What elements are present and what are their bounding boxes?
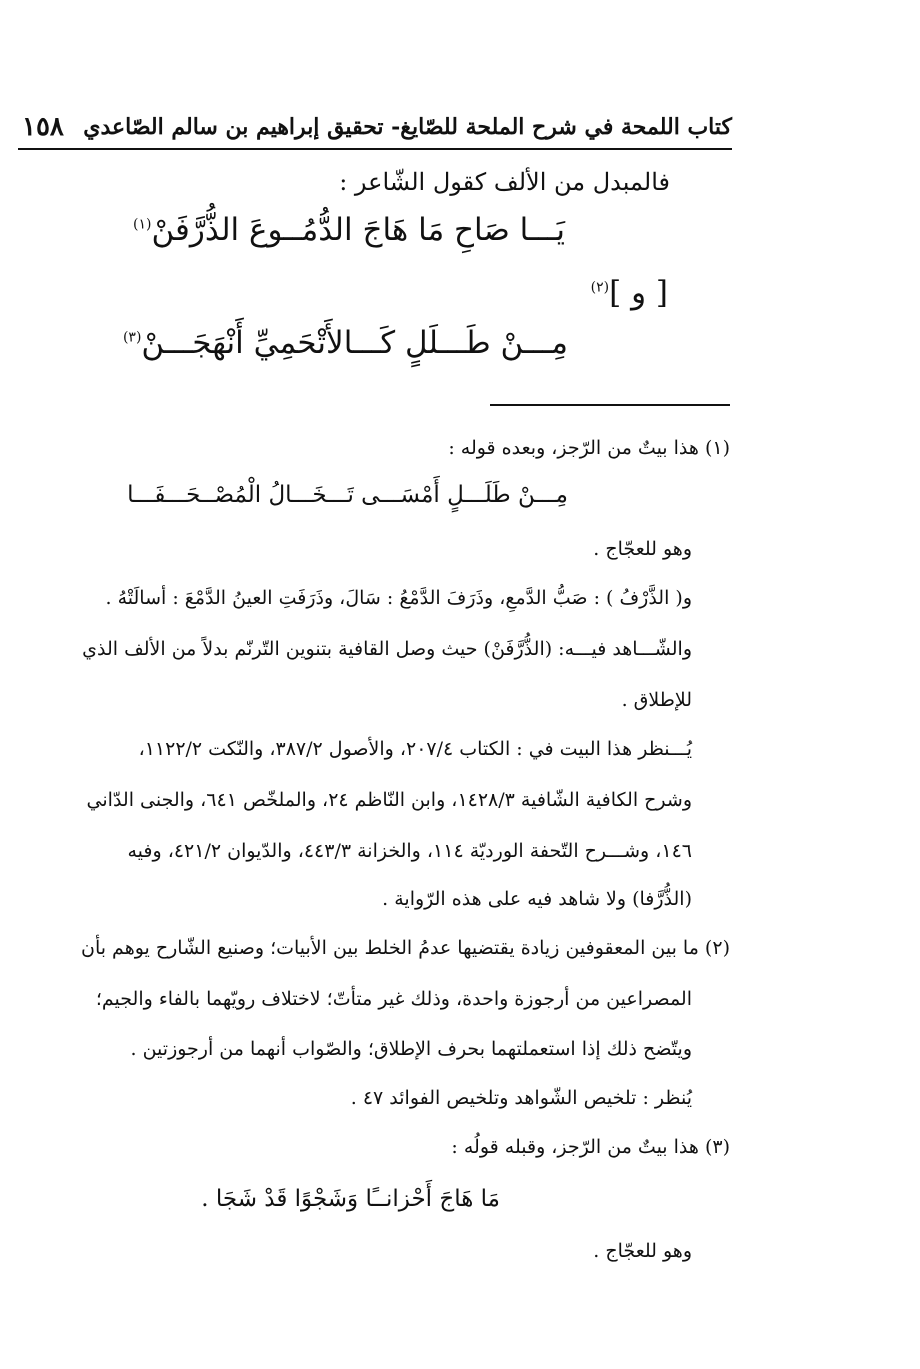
verse-2: [123, 325, 568, 361]
footnote-ref-2: (٢): [590, 279, 610, 296]
page-number: ١٥٨: [22, 112, 64, 142]
fn2-line: (٢) ما بين المعقوفين زيادة يقتضيها عدمُ الخلط بين الأبيات؛ وصنيع الشّارح يوهم بأن: [80, 937, 730, 959]
running-header: [18, 108, 732, 150]
fn3-line: وهو للعجّاج .: [593, 1240, 692, 1262]
footnote-ref-1: (١): [132, 216, 152, 233]
verse-2-text: مِـــنْ طَـــلَلٍ كَـــالأَتْحَمِيِّ أَنْهَجَـــنْ: [141, 325, 568, 361]
bracket-text: [ و ]: [609, 275, 668, 311]
verse-1: [133, 212, 565, 248]
intro-line: فالمبدل من الألف كقول الشّاعر :: [339, 168, 670, 196]
fn2-line: يُنظر : تلخيص الشّواهد وتلخيص الفوائد ٤٧ .: [350, 1087, 692, 1109]
fn1-line: وشرح الكافية الشّافية ١٤٢٨/٣، وابن النّاظم ٢٤، والملخّص ٦٤١، والجنى الدّاني: [86, 789, 692, 811]
header-title: كتاب اللمحة في شرح الملحة للصّايغ- تحقيق إبراهيم بن سالم الصّاعدي: [83, 114, 732, 140]
fn3-line: (٣) هذا بيتٌ من الرّجز، وقبله قولُه :: [451, 1136, 730, 1158]
fn1-line: (١) هذا بيتٌ من الرّجز، وبعده قوله :: [448, 437, 730, 459]
fn1-line: ١٤٦، وشـــرح التّحفة الورديّة ١١٤، والخزانة ٤٤٣/٣، والدّيوان ٤٢١/٢، وفيه: [127, 840, 692, 862]
fn1-line: وهو للعجّاج .: [593, 538, 692, 560]
footnote-separator: [490, 404, 730, 406]
fn3-verse: مَا هَاجَ أَحْزانــًا وَشَجْوًا قَدْ شَجَا .: [201, 1186, 500, 1212]
fn1-line: والشّـــاهد فيـــه: (الذُّرَّفَنْ) حيث وصل القافية بتنوين التّرنّم بدلاً من الألف الذي: [82, 638, 692, 660]
fn2-line: المصراعين من أرجوزة واحدة، وذلك غير متأتّ؛ لاختلاف رويّهما بالفاء والجيم؛: [95, 988, 692, 1010]
footnote-ref-3: (٣): [122, 329, 142, 346]
fn2-line: ويتّضح ذلك إذا استعملتهما بحرف الإطلاق؛ والصّواب أنهما من أرجوزتين .: [130, 1038, 692, 1060]
fn1-line: و( الذَّرْفُ ) : صَبُّ الدَّمعِ، وذَرَفَ الدَّمْعُ : سَالَ، وذَرَفَتِ العينُ الدَّمْعَ : أسالَتْهُ .: [105, 587, 692, 609]
fn1-line: (الذُّرَّفا) ولا شاهد فيه على هذه الرّواية .: [382, 888, 692, 910]
verse-1-text: يَـــا صَاحِ مَا هَاجَ الدُّمُــوعَ الذُّرَّفَنْ: [151, 212, 565, 248]
fn1-verse: مِـــنْ طَلَـــلٍ أَمْسَـــى تَـــخَـــالُ الْمُصْــحَـــفَـــا: [127, 482, 568, 508]
fn1-line: للإطلاق .: [621, 689, 692, 711]
bracket-insert: [591, 275, 668, 311]
fn1-line: يُـــنظر هذا البيت في : الكتاب ٢٠٧/٤، والأصول ٣٨٧/٢، والنّكت ١١٢٢/٢،: [138, 738, 692, 760]
